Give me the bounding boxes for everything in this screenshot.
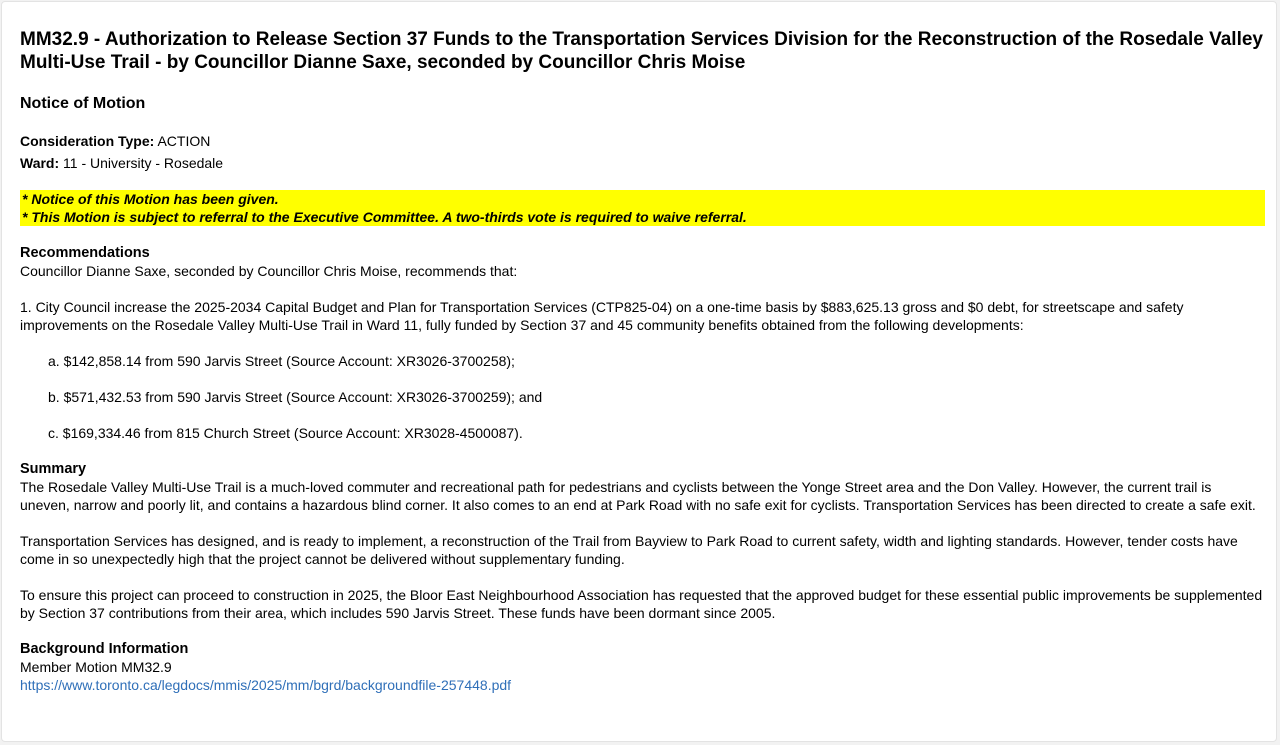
recommendations-intro: Councillor Dianne Saxe, seconded by Councillor Chris Moise, recommends that: (20, 263, 518, 279)
recommendation-subitem: c. $169,334.46 from 815 Church Street (Source Account: XR3028-4500087). (48, 425, 523, 441)
notice-line: * This Motion is subject to referral to the Executive Committee. A two-thirds vote is required to waive referral. (22, 209, 747, 225)
recommendations-heading: Recommendations (20, 245, 150, 261)
summary-paragraph: Transportation Services has designed, and is ready to implement, a reconstruction of the Trail from Bayview to Park Road to current safety, width and lighting standards. However, tender costs have come in so unexpectedly high that the project cannot be delivered without supplementary funding. (20, 533, 1238, 567)
background-heading: Background Information (20, 641, 189, 657)
notice-line: * Notice of this Motion has been given. (22, 191, 279, 207)
ward-row (20, 152, 1265, 174)
summary-paragraph: The Rosedale Valley Multi-Use Trail is a much-loved commuter and recreational path for pedestrians and cyclists between the Yonge Street area and the Don Valley. However, the current trail is uneven, narrow and poorly lit, and contains a hazardous blind corner. It also comes to an end at Park Road with no safe exit for cyclists. Transportation Services has been directed to create a safe exit. (20, 479, 1256, 513)
item-type: Notice of Motion (20, 95, 146, 112)
consideration-type-row (20, 130, 1265, 152)
consideration-type-value: ACTION (157, 133, 211, 149)
recommendation-item: 1. City Council increase the 2025-2034 Capital Budget and Plan for Transportation Services (CTP825-04) on a one-time basis by $883,625.13 gross and $0 debt, for streetscape and safety improvements on the Rosedale Valley Multi-Use Trail in Ward 11, fully funded by Section 37 and 45 community benefits obtained from the following developments: (20, 299, 1184, 333)
summary-heading: Summary (20, 461, 87, 477)
document-frame (1, 1, 1277, 742)
background-item: Member Motion MM32.9 (20, 659, 172, 675)
ward-value: 11 - University - Rosedale (63, 155, 224, 171)
document-content (20, 28, 1265, 694)
recommendation-subitem: a. $142,858.14 from 590 Jarvis Street (Source Account: XR3026-3700258); (48, 353, 515, 369)
recommendation-subitem: b. $571,432.53 from 590 Jarvis Street (Source Account: XR3026-3700259); and (48, 389, 543, 405)
consideration-type-label: Consideration Type: (20, 133, 155, 149)
item-meta (20, 130, 1265, 174)
summary-paragraph: To ensure this project can proceed to construction in 2025, the Bloor East Neighbourhood Association has requested that the approved budget for these essential public improvements be supplemented by Section 37 contributions from their area, which includes 590 Jarvis Street. These funds have been dormant since 2005. (20, 587, 1263, 621)
ward-label: Ward: (20, 155, 60, 171)
page-title: MM32.9 - Authorization to Release Section 37 Funds to the Transportation Services Division for the Reconstruction of the Rosedale Valley Multi-Use Trail - by Councillor Dianne Saxe, seconded by Councillor Chris Moise (20, 29, 1263, 73)
notice-banner (20, 190, 1265, 226)
background-file-link[interactable]: https://www.toronto.ca/legdocs/mmis/2025/mm/bgrd/backgroundfile-257448.pdf (20, 677, 512, 693)
